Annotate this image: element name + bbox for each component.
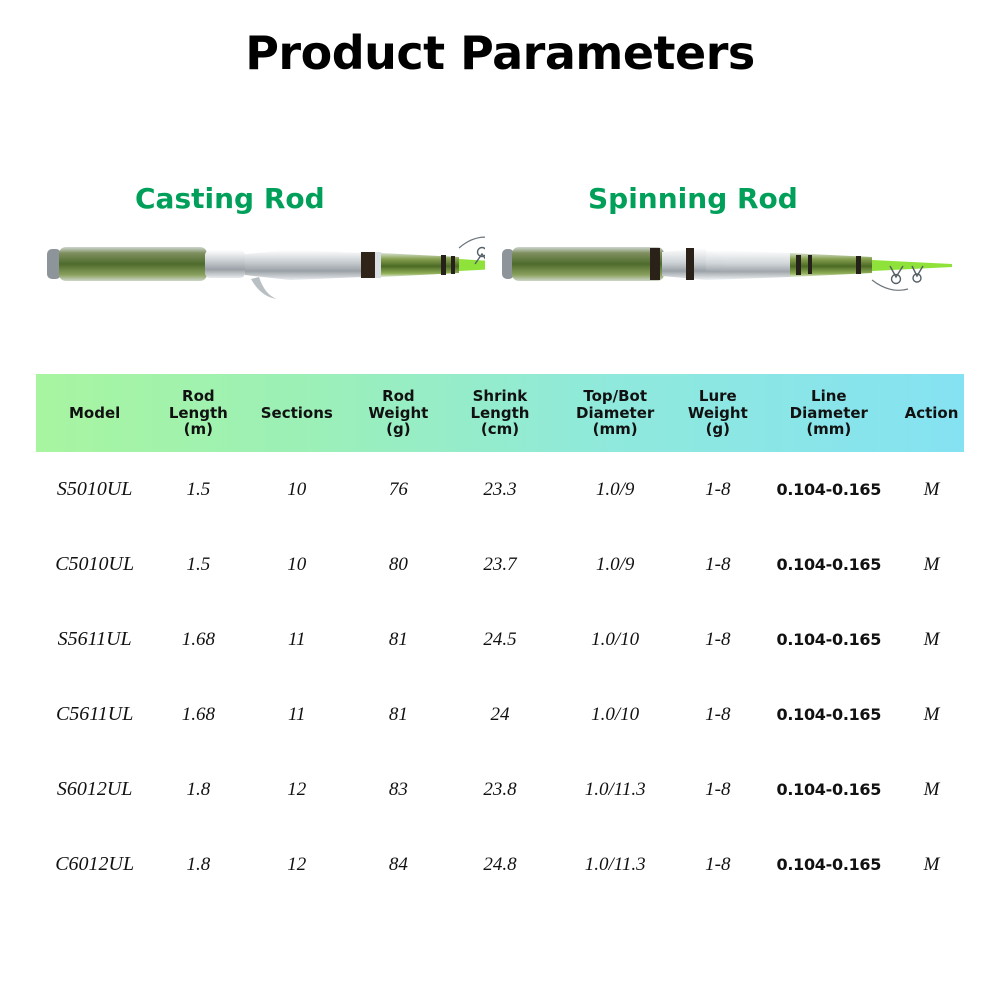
column-header-line: (g) (705, 420, 731, 439)
cell-sections: 11 (287, 628, 306, 650)
cell-rod-weight: 81 (388, 703, 408, 725)
cell-action: M (923, 628, 940, 650)
cell-rod-weight: 80 (388, 553, 408, 575)
casting-rod-label: Casting Rod (135, 182, 325, 215)
table-row (36, 752, 964, 827)
column-header-line: (m) (183, 420, 213, 439)
column-header-line: Model (69, 403, 121, 422)
cell-rod-weight: 76 (388, 478, 408, 500)
cell-sections: 12 (287, 778, 307, 800)
column-header-line: Length (470, 403, 530, 422)
column-header-line: (mm) (592, 420, 638, 439)
cell-shrink-length: 24.5 (483, 628, 517, 650)
column-header-line: Rod (182, 386, 215, 405)
cell-action: M (923, 778, 940, 800)
column-header-line: Rod (382, 386, 415, 405)
column-header-lure-weight (677, 374, 759, 452)
column-header-line: Diameter (789, 403, 868, 422)
spinning-rod-label: Spinning Rod (588, 182, 798, 215)
cell-lure-weight: 1-8 (705, 703, 731, 725)
cell-lure-weight: 1-8 (705, 628, 731, 650)
cell-shrink-length: 24 (490, 703, 510, 725)
cell-sections: 10 (287, 553, 307, 575)
cell-rod-weight: 83 (388, 778, 408, 800)
cell-shrink-length: 23.3 (483, 478, 517, 500)
cell-line-diameter: 0.104-0.165 (776, 780, 882, 799)
cell-top-bot-diameter: 1.0/9 (595, 478, 635, 500)
cell-lure-weight: 1-8 (705, 553, 731, 575)
column-header-line: (cm) (480, 420, 520, 439)
cell-shrink-length: 23.7 (483, 553, 517, 575)
cell-action: M (923, 553, 940, 575)
column-header-model (36, 374, 153, 452)
column-header-line: Weight (368, 403, 429, 422)
column-header-line: Length (168, 403, 228, 422)
cell-lure-weight: 1-8 (705, 853, 731, 875)
column-header-line: Line (811, 386, 847, 405)
column-header-top-bot-diameter (553, 374, 677, 452)
column-header-rod-length (153, 374, 243, 452)
cell-rod-weight: 84 (388, 853, 408, 875)
cell-line-diameter: 0.104-0.165 (776, 480, 882, 499)
cell-rod-length: 1.8 (186, 778, 211, 800)
column-header-action (899, 374, 964, 452)
cell-shrink-length: 23.8 (483, 778, 517, 800)
cell-sections: 11 (287, 703, 306, 725)
casting-rod-illustration (45, 222, 485, 317)
cell-rod-length: 1.68 (181, 703, 215, 725)
cell-action: M (923, 853, 940, 875)
table-row (36, 527, 964, 602)
cell-model: C5611UL (55, 703, 134, 725)
page-title: Product Parameters (245, 26, 755, 80)
column-header-rod-weight (350, 374, 446, 452)
cell-top-bot-diameter: 1.0/11.3 (584, 778, 646, 800)
cell-top-bot-diameter: 1.0/10 (591, 628, 640, 650)
cell-line-diameter: 0.104-0.165 (776, 630, 882, 649)
specifications-table (36, 374, 964, 902)
column-header-shrink-length (447, 374, 554, 452)
column-header-line: Sections (260, 403, 333, 422)
cell-lure-weight: 1-8 (705, 778, 731, 800)
column-header-line: (mm) (806, 420, 852, 439)
table-header-row (36, 374, 964, 452)
cell-model: C5010UL (55, 553, 135, 575)
cell-shrink-length: 24.8 (483, 853, 517, 875)
table-row (36, 602, 964, 677)
spinning-rod-illustration (500, 222, 960, 317)
cell-sections: 10 (287, 478, 307, 500)
cell-model: S5611UL (57, 628, 132, 650)
table-row (36, 677, 964, 752)
column-header-line: (g) (386, 420, 411, 439)
column-header-line: Top/Bot (583, 386, 647, 405)
cell-line-diameter: 0.104-0.165 (776, 705, 882, 724)
cell-model: S6012UL (56, 778, 133, 800)
cell-line-diameter: 0.104-0.165 (776, 855, 882, 874)
column-header-line: Action (904, 403, 959, 422)
cell-model: S5010UL (56, 478, 133, 500)
column-header-line: Lure (698, 386, 737, 405)
column-header-line: Shrink (472, 386, 528, 405)
cell-rod-length: 1.5 (186, 478, 211, 500)
cell-rod-length: 1.5 (186, 553, 211, 575)
cell-sections: 12 (287, 853, 307, 875)
cell-action: M (923, 478, 940, 500)
cell-model: C6012UL (55, 853, 135, 875)
cell-top-bot-diameter: 1.0/9 (595, 553, 635, 575)
cell-top-bot-diameter: 1.0/11.3 (584, 853, 646, 875)
cell-rod-length: 1.8 (186, 853, 211, 875)
column-header-line-diameter (759, 374, 899, 452)
column-header-line: Diameter (576, 403, 655, 422)
cell-line-diameter: 0.104-0.165 (776, 555, 882, 574)
column-header-line: Weight (687, 403, 748, 422)
column-header-sections (243, 374, 350, 452)
table-row (36, 827, 964, 902)
cell-rod-length: 1.68 (181, 628, 215, 650)
cell-lure-weight: 1-8 (705, 478, 731, 500)
table-row (36, 452, 964, 527)
cell-action: M (923, 703, 940, 725)
cell-rod-weight: 81 (388, 628, 408, 650)
cell-top-bot-diameter: 1.0/10 (591, 703, 640, 725)
